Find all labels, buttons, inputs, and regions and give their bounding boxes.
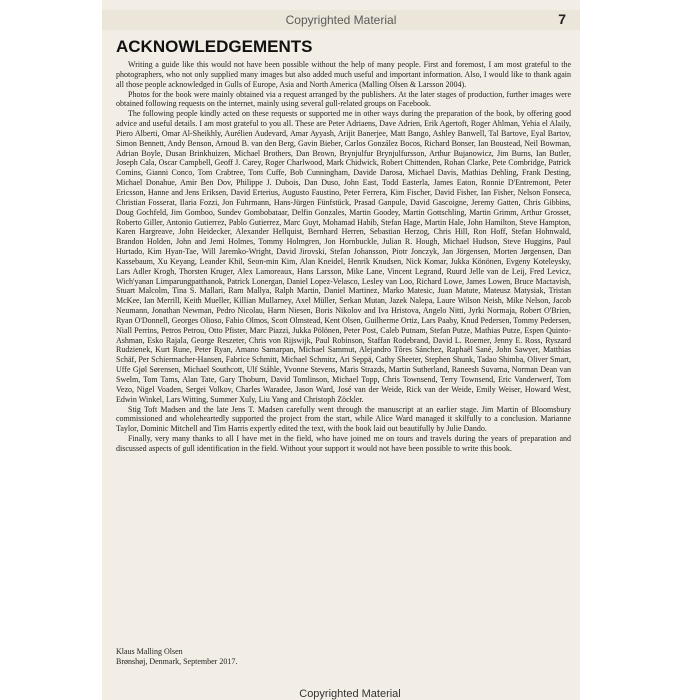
body-text xyxy=(116,60,571,454)
paragraph-photos: Photos for the book were mainly obtained via a request arranged by the publishers. At the later stages of production, further images were obtained following requests on the internet, mainly using several gull-related groups on Facebook. xyxy=(116,89,571,109)
page-header xyxy=(102,10,580,30)
page-footer: Copyrighted Material xyxy=(299,688,401,700)
signature-block xyxy=(116,647,571,667)
book-page xyxy=(102,0,580,700)
paragraph-contributors: The following people kindly acted on these requests or supported me in other ways during the preparation of the book, by offering good advice and useful details. I am most grateful to you all. These are Peter Adriaens, Dave Adrien, Erik Agertoft, Roger Ahlman, Yehia el Alaily, Piero Alberti, Omar Al-Sheikhly, Aurélien Audevard, Amar Ayyash, Arijit Banerjee, Matt Bango, Ashley Banwell, Tal Bartove, Eyal Bartov, Simon Bennett, Andy Benson, Arnoud B. van den Berg, Gavin Bieber, Carlos González Bocos, Richard Bonser, Ian Boustead, Neil Bowman, Adrian Boyle, Dusan Brinkhuizen, Michael Brothers, Dan Brown, Brynjulfur Brynjulfursson, Arthur Bujanowicz, Jim Burns, Ian Butler, Joseph Cala, Oscar Campbell, Geoff J. Carey, Roger Charlwood, Mark Chidwick, Robert Chittenden, Rohan Clarke, Pete Combridge, Patrick Comins, Gianni Conco, Tom Crabtree, Tom Cuffe, Bob Cunningham, Davide Darosa, Michael Davis, Mathias Dehling, Frank Desting, Michael Donahue, Amir Ben Dov, Philippe J. Dubois, Dan Duso, John East, Todd Easterla, James Eaton, Ronnie D'Entremont, Peter Ericsson, Hanne and Jens Eriksen, David Erterius, Augusto Faustino, Peter Ferrera, Kim Fischer, David Fisher, Ian Fisher, Nelson Fonseca, Christian Fosserat, Ilaria Fozzi, Jon Fuhrmann, Hans-Jürgen Fünfstück, Prasad Ganpule, David Gascoigne, Jeremy Gatten, Chris Gibbins, Doug Gochfeld, Jim Gomboo, Sundev Gombobataar, Delfin Gonzales, Martin Goodey, Martin Gottschling, Martin Grimm, Arthur Grosset, Roberto Giller, Antonio Gutierrez, Pablo Gutierrez, Marc Guyt, Mohamad Habib, Stefan Hage, Martin Hale, John Hamilton, Steve Hampton, Karen Hargreave, John Heidecker, Alexander Hellquist, Bernhard Herren, Sebastian Herzog, Chris Hill, Ron Hoff, Stefan Hohnwald, Brandon Holden, John and Jemi Holmes, Tommy Holmgren, Jon Hornbuckle, Julian R. Hough, Michael Hudson, Steve Huggins, Paul Hurtado, Kim Hyan-Tae, Will Jaremko-Wright, David Jirovski, Stefan Johansson, Piotr Jonczyk, Jan Jörgensen, Morten Jørgensen, Dan Kassebaum, Xu Keyang, Leander Khil, Seon-min Kim, Alan Kneidel, Henrik Knudsen, Nick Komar, Jukka Könönen, Evgeny Koteleysky, Lars Adler Krogh, Thorsten Kruger, Alex Lamoreaux, Hans Larsson, Mike Lane, Vincent Legrand, Ruurd Jelle van de Leij, Fred Levicz, Wich'yanan Limparungpatthanok, Patrick Lonergan, Daniel Lopez-Velasco, Lesley van Loo, Richard Lowe, James Lowen, Bruce Mactavish, Stuart Malcolm, Tina S. Mallari, Ram Mallya, Ralph Martin, Daniel Martinez, Marko Matesic, Juan Matute, Mateusz Matysiak, Tristan McKee, Ian Merrill, Keith Mueller, Killian Mullarney, Axel Müller, Serkan Mutan, Jazek Nalepa, Laure Wilson Neish, Mike Nelson, Jacob Neumann, Jonathan Newman, Pedro Nicolau, Harm Niesen, Boris Nikolov and Iva Hristova, Angelo Nitti, Jyrki Normaja, Robert O'Brien, Ryan O'Donnell, Georges Olioso, Fabio Olmos, Scott Olmstead, Kent Olsen, Guilherme Ortiz, Lars Paaby, Knud Pedersen, Tommy Pedersen, Niall Perrins, Petros Petrou, Otto Pfister, Marc Piazzi, Jukka Pölönen, Peter Post, Caleb Putnam, Stefan Putze, Mathias Putze, Espen Quinto-Ashman, Esko Rajala, George Reszeter, Chris von Rijswijk, Paul Robinson, Staffan Rodebrand, David L. Roemer, Jenny E. Ross, Ryszard Rudzienek, Kurt Rune, Peter Ryan, Amano Samarpan, Michael Sammut, Alejandro Tôres Sánchez, Raphaël Sané, John Sawyer, Matthias Schäf, Per Schiermacher-Hansen, Fabrice Schmitt, Michael Schmitz, Ari Seppä, Cathy Sheeter, Stephen Shunk, Tadao Shimba, Oliver Smart, Uffe Gjøl Sørensen, Michael Southcott, Ulf Ståhle, Yvonne Stevens, Maris Strazds, Martin Sutherland, Raneesh Suvarna, Norman Dean van Swelm, Tom Tams, Alan Tate, Gary Thoburn, David Tomlinson, Michael Topp, Chris Townsend, Terry Townsend, Eric Vanderwerf, Tom Vezo, Nigel Voaden, Sergei Volkov, Charles Waradee, Jason Ward, José van der Weide, Rick van der Weide, Emily Weiser, Howard West, Edwin Winkel, Lars Witting, Summer Xuly, Liu Yang and Christoph Zöckler. xyxy=(116,109,571,404)
place-date: Brønshøj, Denmark, September 2017. xyxy=(116,657,238,666)
author-name: Klaus Malling Olsen xyxy=(116,647,183,656)
paragraph-editors: Stig Toft Madsen and the late Jens T. Madsen carefully went through the manuscript at an earlier stage. Jim Martin of Bloomsbury commissioned and wholeheartedly supported the project from the start, while Alice Ward managed it skilfully to a conclusion. Marianne Taylor, Dominic Mitchell and Tim Harris expertly edited the text, with the book laid out beautifully by Julie Dando. xyxy=(116,404,571,434)
paragraph-thanks: Finally, very many thanks to all I have met in the field, who have joined me on tours and travels during the years of preparation and discussed aspects of gull identification in the field. Without your support it would not have been possible to write this book. xyxy=(116,434,571,453)
paragraph-intro: Writing a guide like this would not have been possible without the help of many people. First and foremost, I am most grateful to the photographers, who not only supplied many images but also added much useful and important information. Also, I would like to thank again all those people acknowledged in Gulls of Europe, Asia and North America (Malling Olsen & Larsson 2004). xyxy=(116,60,571,89)
header-title: Copyrighted Material xyxy=(285,13,397,27)
page-number: 7 xyxy=(558,11,566,27)
section-title: ACKNOWLEDGEMENTS xyxy=(116,37,313,56)
